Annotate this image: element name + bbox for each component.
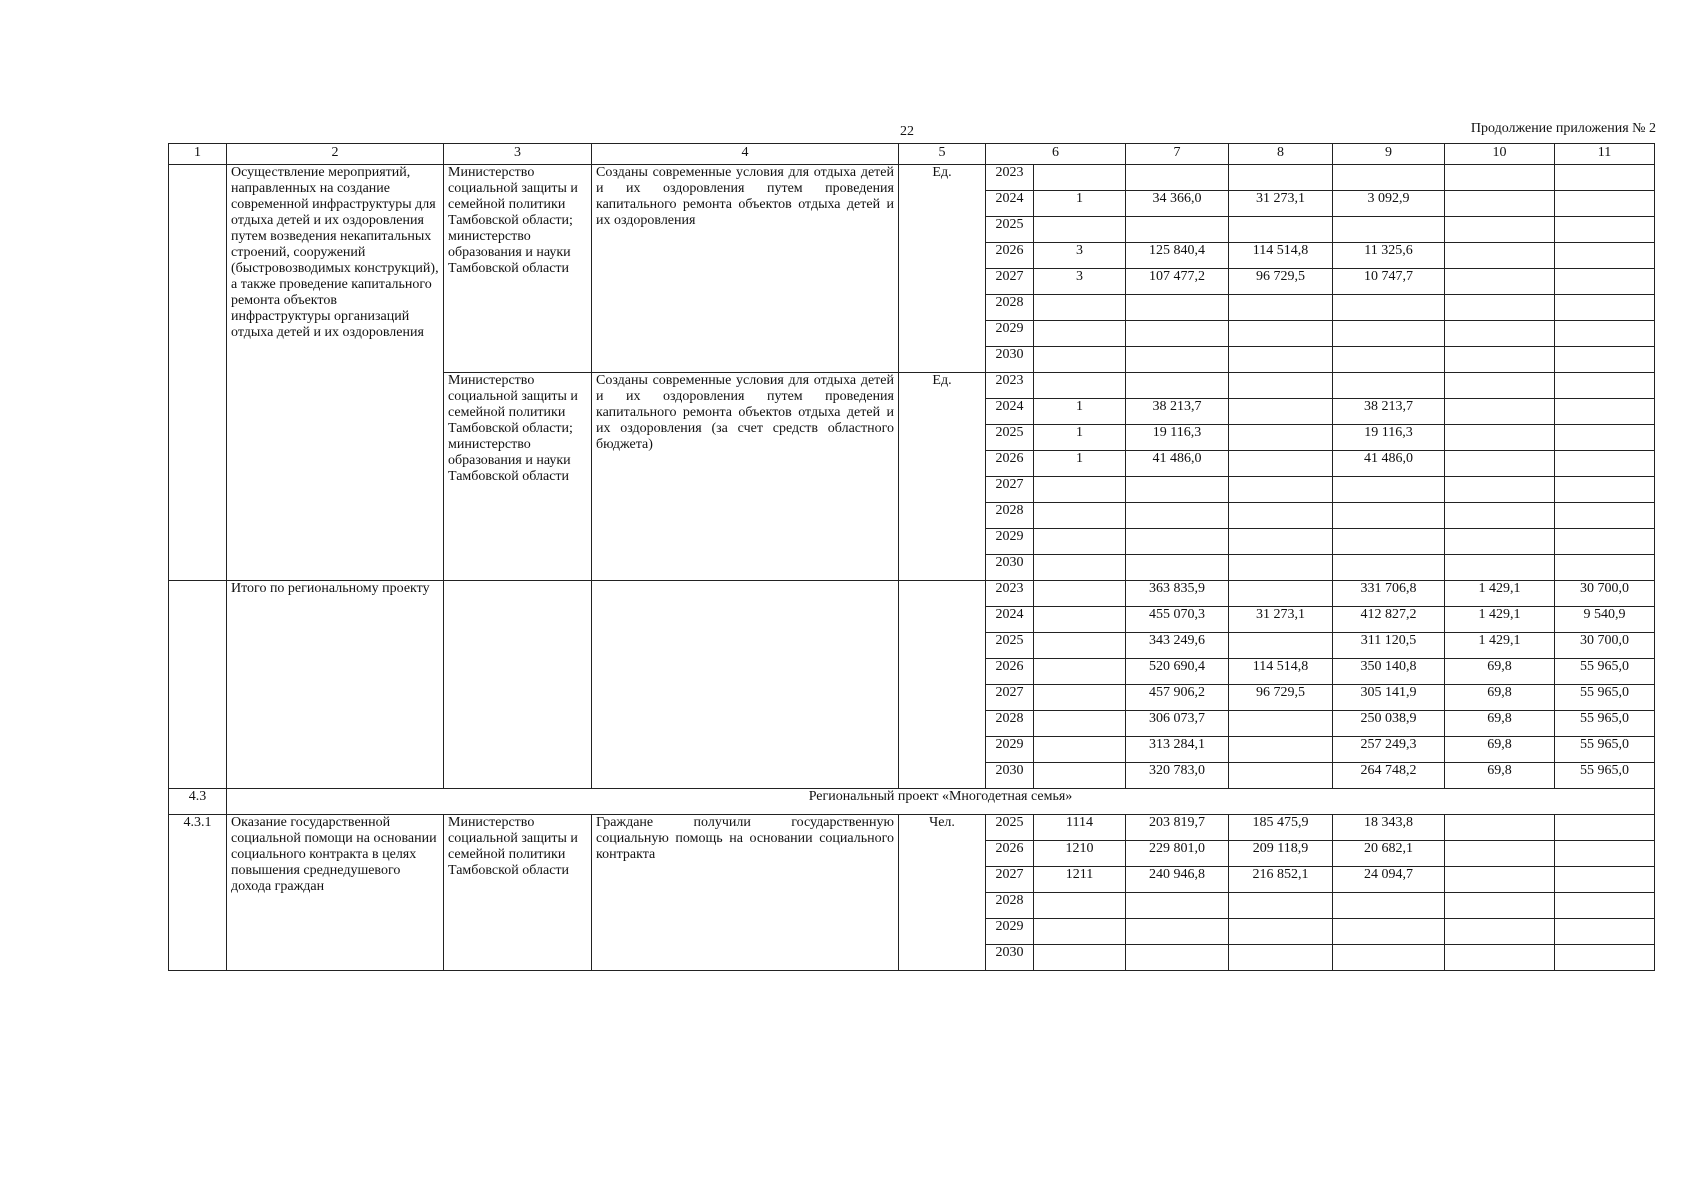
- value-cell-c10: [1445, 399, 1555, 425]
- value-cell-c6: [1034, 633, 1126, 659]
- value-cell-c9: [1333, 503, 1445, 529]
- value-cell-c7: 125 840,4: [1126, 243, 1229, 269]
- value-cell-c8: [1229, 165, 1333, 191]
- value-cell-c10: [1445, 503, 1555, 529]
- value-cell-c11: [1555, 373, 1655, 399]
- value-cell-c8: [1229, 945, 1333, 971]
- section-number-cell: 4.3: [169, 789, 227, 815]
- value-cell-c6: [1034, 711, 1126, 737]
- year-cell: 2025: [986, 633, 1034, 659]
- value-cell-c11: 55 965,0: [1555, 711, 1655, 737]
- value-cell-c11: [1555, 191, 1655, 217]
- value-cell-c11: [1555, 815, 1655, 841]
- value-cell-c6: [1034, 503, 1126, 529]
- value-cell-c7: [1126, 945, 1229, 971]
- value-cell-c9: [1333, 477, 1445, 503]
- value-cell-c9: 11 325,6: [1333, 243, 1445, 269]
- value-cell-c11: [1555, 425, 1655, 451]
- value-cell-c11: 9 540,9: [1555, 607, 1655, 633]
- value-cell-c10: [1445, 893, 1555, 919]
- value-cell-c11: [1555, 399, 1655, 425]
- value-cell-c8: [1229, 321, 1333, 347]
- col-header: 3: [444, 144, 592, 165]
- value-cell-c7: [1126, 295, 1229, 321]
- year-cell: 2025: [986, 815, 1034, 841]
- value-cell-c8: [1229, 373, 1333, 399]
- value-cell-c9: 20 682,1: [1333, 841, 1445, 867]
- value-cell-c11: [1555, 217, 1655, 243]
- value-cell-c10: [1445, 347, 1555, 373]
- year-cell: 2023: [986, 581, 1034, 607]
- value-cell-c7: 313 284,1: [1126, 737, 1229, 763]
- year-cell: 2025: [986, 425, 1034, 451]
- value-cell-c11: 30 700,0: [1555, 581, 1655, 607]
- year-cell: 2023: [986, 373, 1034, 399]
- value-cell-c11: [1555, 269, 1655, 295]
- value-cell-c10: [1445, 295, 1555, 321]
- col-header: 6: [986, 144, 1126, 165]
- year-cell: 2024: [986, 607, 1034, 633]
- value-cell-c11: [1555, 347, 1655, 373]
- value-cell-c8: 31 273,1: [1229, 607, 1333, 633]
- value-cell-c8: [1229, 503, 1333, 529]
- year-cell: 2026: [986, 243, 1034, 269]
- value-cell-c11: [1555, 893, 1655, 919]
- value-cell-c6: 3: [1034, 243, 1126, 269]
- year-cell: 2026: [986, 451, 1034, 477]
- value-cell-c11: [1555, 919, 1655, 945]
- col-header: 1: [169, 144, 227, 165]
- activity-cell: Оказание государственной социальной помощи на основании социального контракта в целях повышения среднедушевого дохода граждан: [227, 815, 444, 971]
- value-cell-c9: 10 747,7: [1333, 269, 1445, 295]
- year-cell: 2024: [986, 191, 1034, 217]
- appendix-table: [168, 143, 1655, 971]
- value-cell-c11: [1555, 295, 1655, 321]
- value-cell-c6: [1034, 555, 1126, 581]
- value-cell-c10: [1445, 373, 1555, 399]
- item-number-cell: 4.3.1: [169, 815, 227, 971]
- value-cell-c11: 55 965,0: [1555, 659, 1655, 685]
- value-cell-c11: [1555, 503, 1655, 529]
- value-cell-c8: [1229, 711, 1333, 737]
- section-title-cell: Региональный проект «Многодетная семья»: [227, 789, 1655, 815]
- value-cell-c7: [1126, 477, 1229, 503]
- value-cell-c8: 96 729,5: [1229, 269, 1333, 295]
- value-cell-c7: 203 819,7: [1126, 815, 1229, 841]
- value-cell-c7: [1126, 919, 1229, 945]
- value-cell-c9: 18 343,8: [1333, 815, 1445, 841]
- value-cell-c7: 107 477,2: [1126, 269, 1229, 295]
- year-cell: 2030: [986, 555, 1034, 581]
- value-cell-c11: 55 965,0: [1555, 685, 1655, 711]
- result-cell: Созданы современные условия для отдыха детей и их оздоровления путем проведения капитального ремонта объектов отдыха детей и их оздоровления (за счет средств областного бюджета): [592, 373, 899, 581]
- year-cell: 2029: [986, 919, 1034, 945]
- year-cell: 2024: [986, 399, 1034, 425]
- value-cell-c8: [1229, 217, 1333, 243]
- year-cell: 2027: [986, 685, 1034, 711]
- year-cell: 2023: [986, 165, 1034, 191]
- value-cell-c10: 1 429,1: [1445, 581, 1555, 607]
- value-cell-c6: [1034, 945, 1126, 971]
- value-cell-c7: [1126, 347, 1229, 373]
- result-cell: [592, 581, 899, 789]
- value-cell-c8: [1229, 893, 1333, 919]
- value-cell-c8: [1229, 451, 1333, 477]
- value-cell-c11: [1555, 243, 1655, 269]
- value-cell-c10: [1445, 269, 1555, 295]
- year-cell: 2029: [986, 737, 1034, 763]
- value-cell-c7: 363 835,9: [1126, 581, 1229, 607]
- value-cell-c6: [1034, 737, 1126, 763]
- result-cell: Граждане получили государственную социальную помощь на основании социального контракта: [592, 815, 899, 971]
- value-cell-c9: 264 748,2: [1333, 763, 1445, 789]
- value-cell-c7: [1126, 321, 1229, 347]
- value-cell-c9: [1333, 893, 1445, 919]
- value-cell-c8: [1229, 633, 1333, 659]
- value-cell-c8: 216 852,1: [1229, 867, 1333, 893]
- year-cell: 2029: [986, 321, 1034, 347]
- value-cell-c6: [1034, 659, 1126, 685]
- value-cell-c7: [1126, 217, 1229, 243]
- value-cell-c6: [1034, 321, 1126, 347]
- value-cell-c6: 1: [1034, 451, 1126, 477]
- result-cell: Созданы современные условия для отдыха детей и их оздоровления путем проведения капитального ремонта объектов отдыха детей и их оздоровления: [592, 165, 899, 373]
- value-cell-c10: 69,8: [1445, 737, 1555, 763]
- col-header: 10: [1445, 144, 1555, 165]
- value-cell-c6: [1034, 763, 1126, 789]
- col-header: 2: [227, 144, 444, 165]
- year-cell: 2030: [986, 945, 1034, 971]
- value-cell-c8: [1229, 763, 1333, 789]
- value-cell-c6: 3: [1034, 269, 1126, 295]
- value-cell-c8: [1229, 399, 1333, 425]
- year-cell: 2027: [986, 867, 1034, 893]
- year-cell: 2028: [986, 893, 1034, 919]
- unit-cell: [899, 581, 986, 789]
- value-cell-c10: [1445, 815, 1555, 841]
- value-cell-c9: [1333, 321, 1445, 347]
- value-cell-c11: [1555, 477, 1655, 503]
- value-cell-c11: 55 965,0: [1555, 763, 1655, 789]
- value-cell-c7: 240 946,8: [1126, 867, 1229, 893]
- value-cell-c7: 38 213,7: [1126, 399, 1229, 425]
- value-cell-c8: [1229, 529, 1333, 555]
- year-cell: 2027: [986, 269, 1034, 295]
- value-cell-c9: 305 141,9: [1333, 685, 1445, 711]
- value-cell-c7: [1126, 529, 1229, 555]
- value-cell-c7: 457 906,2: [1126, 685, 1229, 711]
- col-header: 9: [1333, 144, 1445, 165]
- value-cell-c9: 257 249,3: [1333, 737, 1445, 763]
- col-header: 8: [1229, 144, 1333, 165]
- value-cell-c10: [1445, 191, 1555, 217]
- value-cell-c10: [1445, 477, 1555, 503]
- value-cell-c6: 1: [1034, 425, 1126, 451]
- value-cell-c9: 3 092,9: [1333, 191, 1445, 217]
- value-cell-c6: [1034, 893, 1126, 919]
- value-cell-c9: [1333, 347, 1445, 373]
- value-cell-c6: [1034, 607, 1126, 633]
- year-cell: 2030: [986, 347, 1034, 373]
- year-cell: 2025: [986, 217, 1034, 243]
- value-cell-c10: 1 429,1: [1445, 633, 1555, 659]
- value-cell-c9: 412 827,2: [1333, 607, 1445, 633]
- col-header: 11: [1555, 144, 1655, 165]
- value-cell-c7: 343 249,6: [1126, 633, 1229, 659]
- value-cell-c7: 41 486,0: [1126, 451, 1229, 477]
- value-cell-c8: [1229, 919, 1333, 945]
- value-cell-c11: 30 700,0: [1555, 633, 1655, 659]
- value-cell-c6: 1: [1034, 191, 1126, 217]
- activity-cell: Осуществление мероприятий, направленных на создание современной инфраструктуры для отдыха детей и их оздоровления путем возведения некапитальных строений, сооружений (быстровозводимых конструкций), а также проведение капитального ремонта объектов инфраструктуры организаций отдыха детей и их оздоровления: [227, 165, 444, 581]
- year-cell: 2029: [986, 529, 1034, 555]
- value-cell-c10: 69,8: [1445, 763, 1555, 789]
- year-cell: 2027: [986, 477, 1034, 503]
- value-cell-c10: [1445, 945, 1555, 971]
- value-cell-c7: 455 070,3: [1126, 607, 1229, 633]
- executor-cell: Министерство социальной защиты и семейной политики Тамбовской области; министерство образования и науки Тамбовской области: [444, 373, 592, 581]
- value-cell-c8: 114 514,8: [1229, 243, 1333, 269]
- value-cell-c11: [1555, 529, 1655, 555]
- value-cell-c7: [1126, 503, 1229, 529]
- value-cell-c7: [1126, 893, 1229, 919]
- value-cell-c10: 69,8: [1445, 685, 1555, 711]
- section-row: [169, 789, 1655, 815]
- column-number-row: [169, 144, 1655, 165]
- col-header: 4: [592, 144, 899, 165]
- value-cell-c9: [1333, 945, 1445, 971]
- item-number-cell: [169, 581, 227, 789]
- value-cell-c11: [1555, 321, 1655, 347]
- value-cell-c9: [1333, 217, 1445, 243]
- value-cell-c9: [1333, 165, 1445, 191]
- value-cell-c6: [1034, 477, 1126, 503]
- value-cell-c10: [1445, 867, 1555, 893]
- appendix-note: Продолжение приложения № 2: [1470, 121, 1656, 136]
- value-cell-c6: [1034, 581, 1126, 607]
- value-cell-c10: [1445, 841, 1555, 867]
- value-cell-c8: 185 475,9: [1229, 815, 1333, 841]
- year-cell: 2026: [986, 841, 1034, 867]
- value-cell-c6: [1034, 529, 1126, 555]
- value-cell-c9: 38 213,7: [1333, 399, 1445, 425]
- value-cell-c9: 350 140,8: [1333, 659, 1445, 685]
- value-cell-c9: [1333, 373, 1445, 399]
- value-cell-c6: [1034, 919, 1126, 945]
- executor-cell: Министерство социальной защиты и семейной политики Тамбовской области: [444, 815, 592, 971]
- year-cell: 2028: [986, 711, 1034, 737]
- value-cell-c9: [1333, 919, 1445, 945]
- value-cell-c9: [1333, 555, 1445, 581]
- value-cell-c10: [1445, 529, 1555, 555]
- value-cell-c10: [1445, 425, 1555, 451]
- value-cell-c9: 19 116,3: [1333, 425, 1445, 451]
- value-cell-c6: 1114: [1034, 815, 1126, 841]
- year-cell: 2028: [986, 503, 1034, 529]
- value-cell-c8: [1229, 581, 1333, 607]
- value-cell-c10: [1445, 555, 1555, 581]
- value-cell-c8: 114 514,8: [1229, 659, 1333, 685]
- value-cell-c11: [1555, 945, 1655, 971]
- value-cell-c6: [1034, 373, 1126, 399]
- value-cell-c7: [1126, 555, 1229, 581]
- value-cell-c7: 520 690,4: [1126, 659, 1229, 685]
- value-cell-c10: [1445, 321, 1555, 347]
- value-cell-c11: [1555, 165, 1655, 191]
- value-cell-c10: [1445, 165, 1555, 191]
- year-cell: 2028: [986, 295, 1034, 321]
- value-cell-c6: [1034, 685, 1126, 711]
- value-cell-c10: 69,8: [1445, 659, 1555, 685]
- value-cell-c11: [1555, 451, 1655, 477]
- value-cell-c6: [1034, 347, 1126, 373]
- executor-cell: [444, 581, 592, 789]
- value-cell-c8: 209 118,9: [1229, 841, 1333, 867]
- value-cell-c7: 320 783,0: [1126, 763, 1229, 789]
- value-cell-c10: 1 429,1: [1445, 607, 1555, 633]
- value-cell-c10: [1445, 243, 1555, 269]
- year-cell: 2026: [986, 659, 1034, 685]
- value-cell-c7: 306 073,7: [1126, 711, 1229, 737]
- value-cell-c7: 229 801,0: [1126, 841, 1229, 867]
- value-cell-c8: [1229, 347, 1333, 373]
- value-cell-c6: [1034, 165, 1126, 191]
- executor-cell: Министерство социальной защиты и семейной политики Тамбовской области; министерство образования и науки Тамбовской области: [444, 165, 592, 373]
- value-cell-c11: 55 965,0: [1555, 737, 1655, 763]
- value-cell-c7: 19 116,3: [1126, 425, 1229, 451]
- table-row: [169, 815, 1655, 841]
- value-cell-c6: [1034, 295, 1126, 321]
- value-cell-c10: [1445, 451, 1555, 477]
- total-row: [169, 581, 1655, 607]
- unit-cell: Ед.: [899, 373, 986, 581]
- value-cell-c9: [1333, 529, 1445, 555]
- value-cell-c7: 34 366,0: [1126, 191, 1229, 217]
- unit-cell: Чел.: [899, 815, 986, 971]
- value-cell-c8: [1229, 555, 1333, 581]
- value-cell-c9: 311 120,5: [1333, 633, 1445, 659]
- value-cell-c6: 1210: [1034, 841, 1126, 867]
- value-cell-c8: 31 273,1: [1229, 191, 1333, 217]
- unit-cell: Ед.: [899, 165, 986, 373]
- item-number-cell: [169, 165, 227, 581]
- year-cell: 2030: [986, 763, 1034, 789]
- value-cell-c9: 250 038,9: [1333, 711, 1445, 737]
- value-cell-c10: [1445, 217, 1555, 243]
- value-cell-c7: [1126, 165, 1229, 191]
- value-cell-c9: 24 094,7: [1333, 867, 1445, 893]
- value-cell-c8: 96 729,5: [1229, 685, 1333, 711]
- value-cell-c10: [1445, 919, 1555, 945]
- col-header: 7: [1126, 144, 1229, 165]
- value-cell-c7: [1126, 373, 1229, 399]
- value-cell-c11: [1555, 841, 1655, 867]
- value-cell-c8: [1229, 737, 1333, 763]
- value-cell-c6: [1034, 217, 1126, 243]
- value-cell-c8: [1229, 477, 1333, 503]
- total-label-cell: Итого по региональному проекту: [227, 581, 444, 789]
- value-cell-c8: [1229, 295, 1333, 321]
- value-cell-c6: 1: [1034, 399, 1126, 425]
- page-number: 22: [900, 124, 914, 139]
- value-cell-c10: 69,8: [1445, 711, 1555, 737]
- value-cell-c8: [1229, 425, 1333, 451]
- table-row: [169, 165, 1655, 191]
- value-cell-c6: 1211: [1034, 867, 1126, 893]
- value-cell-c9: 331 706,8: [1333, 581, 1445, 607]
- value-cell-c9: [1333, 295, 1445, 321]
- value-cell-c9: 41 486,0: [1333, 451, 1445, 477]
- value-cell-c11: [1555, 555, 1655, 581]
- value-cell-c11: [1555, 867, 1655, 893]
- col-header: 5: [899, 144, 986, 165]
